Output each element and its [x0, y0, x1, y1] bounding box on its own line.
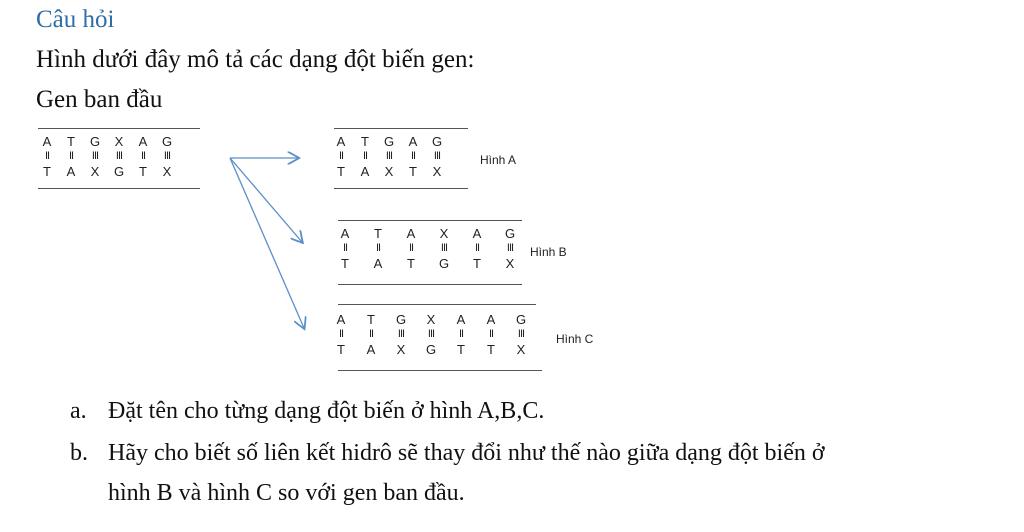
- hydrogen-bond-mark: III: [433, 150, 441, 162]
- hydrogen-bond-mark: II: [140, 150, 146, 162]
- nucleotide: G: [425, 342, 437, 357]
- nucleotide: T: [367, 312, 375, 327]
- hydrogen-bond-mark: III: [506, 242, 514, 254]
- nucleotide: T: [457, 342, 465, 357]
- mutant-c-top-rule: [338, 304, 536, 305]
- hydrogen-bond-mark: III: [91, 150, 99, 162]
- mutant-b-bottom-rule: [338, 284, 522, 285]
- hydrogen-bond-mark: III: [440, 242, 448, 254]
- question-b: [70, 440, 825, 467]
- nucleotide: X: [162, 164, 172, 179]
- nucleotide: A: [406, 226, 416, 241]
- nucleotide: A: [373, 256, 383, 271]
- nucleotide: X: [505, 256, 515, 271]
- question-a-text: Đặt tên cho từng dạng đột biến ở hình A,B,C.: [108, 398, 545, 424]
- question-a-marker: a.: [70, 398, 87, 424]
- nucleotide: X: [426, 312, 436, 327]
- mutant-b-top-rule: [338, 220, 522, 221]
- mutant-a-label: Hình A: [480, 153, 517, 167]
- nucleotide: T: [487, 342, 495, 357]
- hydrogen-bond-mark: III: [427, 328, 435, 340]
- nucleotide: X: [439, 226, 449, 241]
- hydrogen-bond-mark: II: [368, 328, 374, 340]
- mutant-c-bottom-rule: [338, 370, 542, 371]
- hydrogen-bond-mark: III: [163, 150, 171, 162]
- nucleotide: T: [337, 164, 345, 179]
- hydrogen-bond-mark: II: [488, 328, 494, 340]
- nucleotide: A: [486, 312, 496, 327]
- hydrogen-bond-mark: II: [474, 242, 480, 254]
- nucleotide: A: [366, 342, 376, 357]
- nucleotide: A: [138, 134, 148, 149]
- hydrogen-bond-mark: II: [68, 150, 74, 162]
- nucleotide: T: [341, 256, 349, 271]
- nucleotide: A: [66, 164, 76, 179]
- hydrogen-bond-mark: II: [410, 150, 416, 162]
- original-gene-label: Gen ban đầu: [36, 86, 163, 113]
- hydrogen-bond-mark: II: [342, 242, 348, 254]
- question-b-continuation: hình B và hình C so với gen ban đầu.: [108, 480, 465, 506]
- nucleotide: T: [409, 164, 417, 179]
- nucleotide: G: [89, 134, 101, 149]
- nucleotide: X: [90, 164, 100, 179]
- hydrogen-bond-mark: II: [408, 242, 414, 254]
- arrow-to-c: [230, 158, 304, 328]
- mutant-a-bottom-rule: [334, 188, 468, 189]
- nucleotide: T: [361, 134, 369, 149]
- nucleotide: A: [336, 312, 346, 327]
- nucleotide: A: [336, 134, 346, 149]
- nucleotide: X: [384, 164, 394, 179]
- nucleotide: T: [67, 134, 75, 149]
- hydrogen-bond-mark: II: [44, 150, 50, 162]
- nucleotide: A: [340, 226, 350, 241]
- intro-text: Hình dưới đây mô tả các dạng đột biến gen:: [36, 46, 475, 73]
- nucleotide: A: [360, 164, 370, 179]
- original-bottom-rule: [38, 188, 200, 189]
- original-top-rule: [38, 128, 200, 129]
- hydrogen-bond-mark: II: [375, 242, 381, 254]
- nucleotide: A: [456, 312, 466, 327]
- nucleotide: G: [438, 256, 450, 271]
- nucleotide: G: [504, 226, 516, 241]
- nucleotide: G: [161, 134, 173, 149]
- nucleotide: A: [472, 226, 482, 241]
- nucleotide: T: [407, 256, 415, 271]
- mutant-b-label: Hình B: [530, 245, 567, 259]
- hydrogen-bond-mark: II: [338, 150, 344, 162]
- nucleotide: G: [515, 312, 527, 327]
- nucleotide: T: [374, 226, 382, 241]
- nucleotide: G: [383, 134, 395, 149]
- hydrogen-bond-mark: III: [385, 150, 393, 162]
- hydrogen-bond-mark: III: [517, 328, 525, 340]
- nucleotide: A: [42, 134, 52, 149]
- nucleotide: T: [139, 164, 147, 179]
- nucleotide: T: [337, 342, 345, 357]
- hydrogen-bond-mark: II: [338, 328, 344, 340]
- nucleotide: X: [516, 342, 526, 357]
- question-heading: Câu hỏi: [36, 6, 115, 33]
- question-b-marker: b.: [70, 440, 88, 466]
- nucleotide: X: [432, 164, 442, 179]
- question-a: [70, 398, 544, 425]
- arrow-to-b: [230, 158, 302, 242]
- mutant-c-label: Hình C: [556, 332, 594, 346]
- hydrogen-bond-mark: III: [115, 150, 123, 162]
- mutant-a-top-rule: [334, 128, 468, 129]
- nucleotide: X: [114, 134, 124, 149]
- nucleotide: G: [113, 164, 125, 179]
- hydrogen-bond-mark: III: [397, 328, 405, 340]
- question-b-text-line1: Hãy cho biết số liên kết hidrô sẽ thay đổi như thế nào giữa dạng đột biến ở: [108, 440, 825, 466]
- hydrogen-bond-mark: II: [458, 328, 464, 340]
- nucleotide: G: [395, 312, 407, 327]
- nucleotide: T: [43, 164, 51, 179]
- nucleotide: X: [396, 342, 406, 357]
- nucleotide: T: [473, 256, 481, 271]
- nucleotide: A: [408, 134, 418, 149]
- hydrogen-bond-mark: II: [362, 150, 368, 162]
- nucleotide: G: [431, 134, 443, 149]
